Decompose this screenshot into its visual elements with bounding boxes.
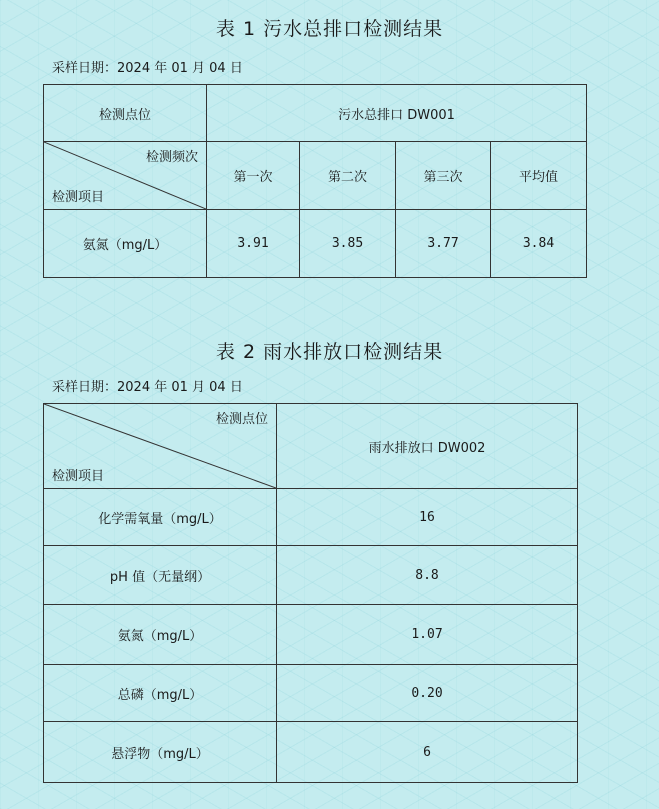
table2-diagonal-header [44,404,277,489]
table2-value-cell: 0.20 [277,665,578,722]
table2-item-name: 氨氮（mg/L） [44,605,277,665]
table1-col-header: 第三次 [396,142,491,210]
table1-diagonal-header [44,142,207,210]
table1-sewage-outlet-results [43,84,587,278]
table-row [44,665,578,722]
table2-value-cell: 6 [277,722,578,783]
table1-point-value: 污水总排口 DW001 [207,85,587,142]
table1-header-row [44,85,587,142]
table1-value-cell: 3.84 [491,210,587,278]
table-row [44,605,578,665]
table2-item-name: 悬浮物（mg/L） [44,722,277,783]
table1-col-header: 第一次 [207,142,300,210]
table1-frequency-label: 检测频次 [145,150,198,165]
table2-value-cell: 8.8 [277,546,578,605]
table2-header-row [44,404,578,489]
table2-item-name: 总磷（mg/L） [44,665,277,722]
table1-item-label: 检测项目 [52,190,105,205]
table1-title: 表 1 污水总排口检测结果 [215,18,444,40]
table1-point-label: 检测点位 [44,85,207,142]
table2-item-label: 检测项目 [52,469,105,484]
table2-value-cell: 1.07 [277,605,578,665]
table2-rainwater-outlet-results [43,403,578,783]
table1-col-header: 第二次 [300,142,396,210]
table-row [44,546,578,605]
table2-value-cell: 16 [277,489,578,546]
table-row [44,722,578,783]
table2-point-label: 检测点位 [215,412,268,427]
table1-item-name: 氨氮（mg/L） [44,210,207,278]
table1-value-cell: 3.91 [207,210,300,278]
table1-column-header-row [44,142,587,210]
table2-point-value: 雨水排放口 DW002 [277,404,578,489]
table1-col-header: 平均值 [491,142,587,210]
table1-value-cell: 3.77 [396,210,491,278]
table1-value-cell: 3.85 [300,210,396,278]
table-row [44,210,587,278]
table2-item-name: 化学需氧量（mg/L） [44,489,277,546]
table1-sampling-date: 采样日期：2024 年 01 月 04 日 [52,61,243,76]
table2-sampling-date: 采样日期：2024 年 01 月 04 日 [52,380,243,395]
table2-title: 表 2 雨水排放口检测结果 [215,341,444,363]
table2-item-name: pH 值（无量纲） [44,546,277,605]
table-row [44,489,578,546]
